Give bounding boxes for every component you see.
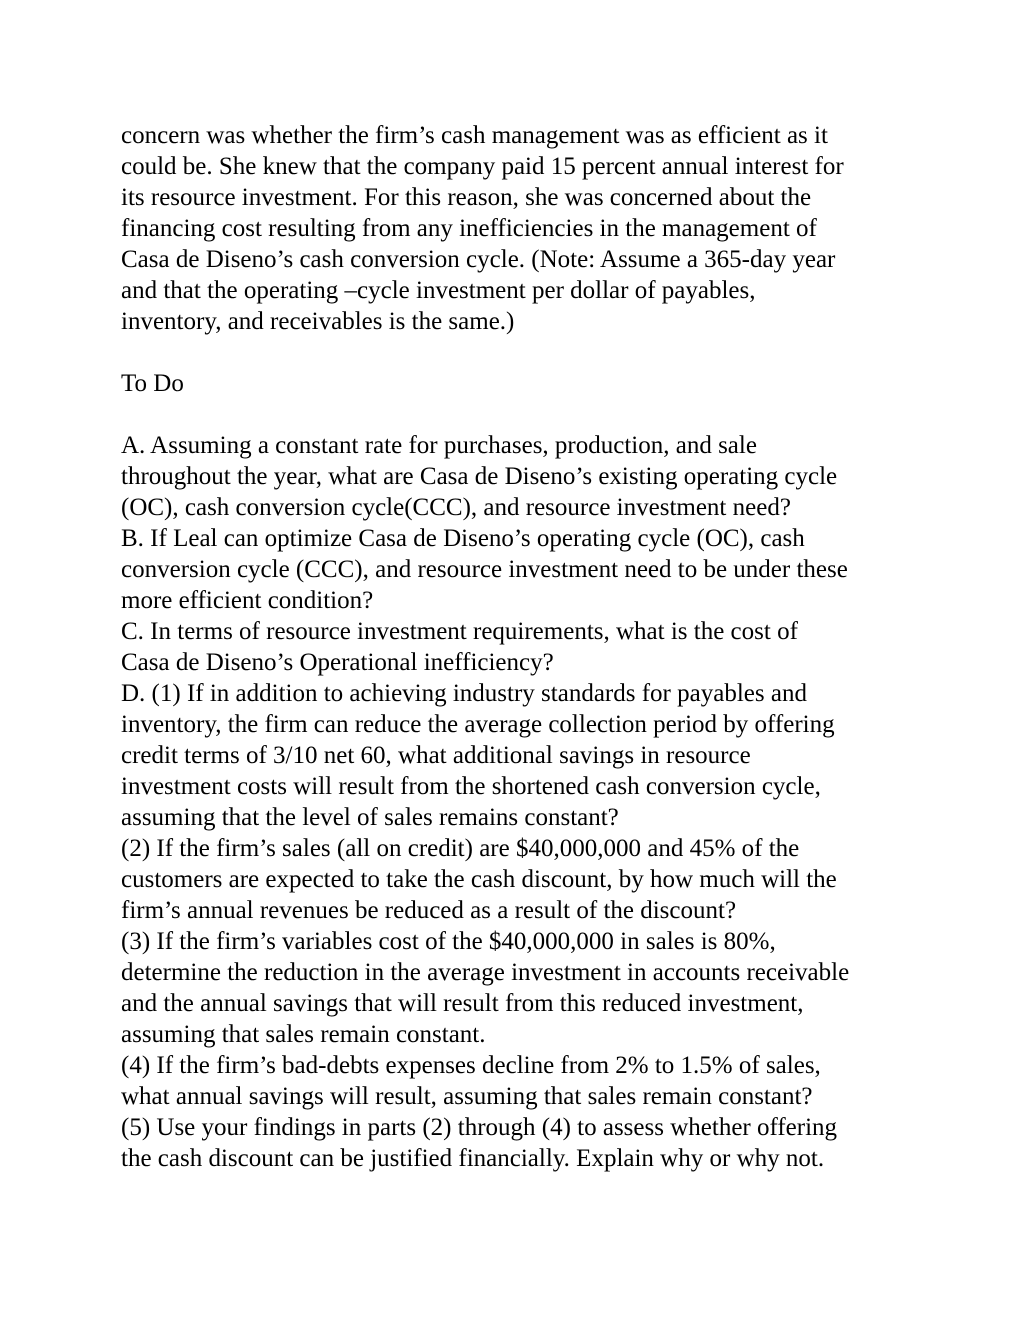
section-heading: To Do: [121, 370, 184, 397]
question-line: (OC), cash conversion cycle(CCC), and resource investment need?: [121, 494, 791, 521]
document-page: [121, 120, 911, 1174]
question-line: assuming that the level of sales remains constant?: [121, 804, 619, 831]
question-line: B. If Leal can optimize Casa de Diseno’s operating cycle (OC), cash: [121, 525, 805, 552]
paragraph-spacer: [121, 337, 911, 368]
question-line: customers are expected to take the cash discount, by how much will the: [121, 866, 837, 893]
intro-paragraph: [121, 120, 911, 337]
question-line: throughout the year, what are Casa de Diseno’s existing operating cycle: [121, 463, 838, 490]
question-line: the cash discount can be justified financially. Explain why or why not.: [121, 1145, 825, 1172]
intro-line: its resource investment. For this reason, she was concerned about the: [121, 184, 812, 211]
questions-block: [121, 430, 911, 1174]
question-line: determine the reduction in the average investment in accounts receivable: [121, 959, 850, 986]
question-line: (5) Use your findings in parts (2) through (4) to assess whether offering: [121, 1114, 838, 1141]
question-line: C. In terms of resource investment requirements, what is the cost of: [121, 618, 798, 645]
question-line: A. Assuming a constant rate for purchases, production, and sale: [121, 432, 757, 459]
question-line: and the annual savings that will result from this reduced investment,: [121, 990, 804, 1017]
intro-line: could be. She knew that the company paid 15 percent annual interest for: [121, 153, 844, 180]
question-line: investment costs will result from the shortened cash conversion cycle,: [121, 773, 821, 800]
question-line: more efficient condition?: [121, 587, 374, 614]
question-line: inventory, the firm can reduce the average collection period by offering: [121, 711, 835, 738]
intro-line: Casa de Diseno’s cash conversion cycle. (Note: Assume a 365-day year: [121, 246, 836, 273]
question-line: Casa de Diseno’s Operational inefficiency?: [121, 649, 554, 676]
question-line: D. (1) If in addition to achieving industry standards for payables and: [121, 680, 807, 707]
intro-line: concern was whether the firm’s cash management was as efficient as it: [121, 122, 828, 149]
question-line: what annual savings will result, assuming that sales remain constant?: [121, 1083, 813, 1110]
intro-line: financing cost resulting from any inefficiencies in the management of: [121, 215, 817, 242]
question-line: (4) If the firm’s bad-debts expenses decline from 2% to 1.5% of sales,: [121, 1052, 821, 1079]
question-line: (3) If the firm’s variables cost of the $40,000,000 in sales is 80%,: [121, 928, 776, 955]
intro-line: inventory, and receivables is the same.): [121, 308, 515, 335]
question-line: firm’s annual revenues be reduced as a result of the discount?: [121, 897, 737, 924]
question-line: conversion cycle (CCC), and resource investment need to be under these: [121, 556, 848, 583]
intro-line: and that the operating –cycle investment per dollar of payables,: [121, 277, 756, 304]
paragraph-spacer: [121, 399, 911, 430]
question-line: credit terms of 3/10 net 60, what additional savings in resource: [121, 742, 751, 769]
question-line: (2) If the firm’s sales (all on credit) are $40,000,000 and 45% of the: [121, 835, 800, 862]
question-line: assuming that sales remain constant.: [121, 1021, 486, 1048]
